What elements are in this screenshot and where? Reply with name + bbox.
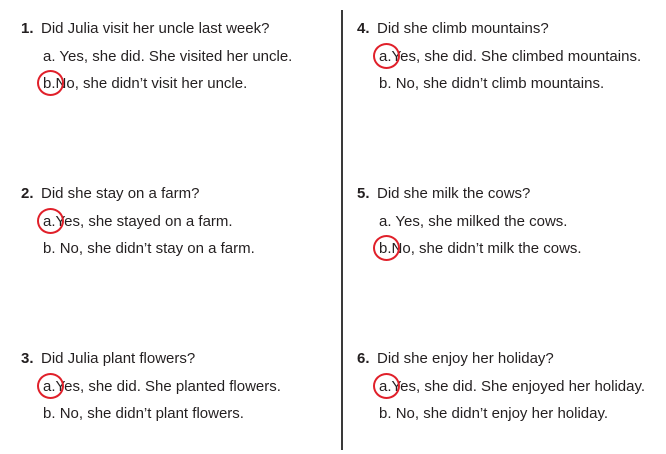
question-text: Did Julia visit her uncle last week?: [41, 20, 270, 37]
question-6: [357, 350, 666, 430]
question-text: Did she stay on a farm?: [41, 185, 200, 202]
option-text: Yes, she did. She visited her uncle.: [59, 48, 293, 65]
option-letter-text: b.: [379, 240, 392, 257]
option-letter-text: a.: [43, 48, 56, 65]
option-letter-text: a.: [43, 378, 56, 395]
option-letter: [43, 213, 56, 231]
option-text: No, she didn’t stay on a farm.: [59, 240, 255, 257]
question-line: [357, 350, 554, 368]
option-a[interactable]: [379, 213, 567, 231]
option-letter: [43, 48, 56, 66]
question-1: [21, 20, 341, 100]
option-text: Yes, she did. She enjoyed her holiday.: [391, 378, 646, 395]
question-2: [21, 185, 341, 265]
option-letter-text: b.: [379, 405, 392, 422]
option-b[interactable]: [43, 405, 244, 423]
question-text: Did she climb mountains?: [377, 20, 549, 37]
option-text: Yes, she stayed on a farm.: [55, 213, 233, 230]
option-letter: [43, 75, 56, 93]
option-b[interactable]: [43, 240, 255, 258]
option-letter: [379, 378, 392, 396]
option-letter: [379, 75, 392, 93]
question-number: 3.: [21, 350, 34, 367]
option-letter-text: a.: [379, 48, 392, 65]
question-4: [357, 20, 666, 100]
option-a[interactable]: [43, 48, 292, 66]
column-divider: [341, 10, 343, 450]
question-number: 5.: [357, 185, 370, 202]
option-letter: [379, 405, 392, 423]
option-a[interactable]: [43, 213, 233, 231]
option-letter: [379, 213, 392, 231]
question-line: [21, 350, 195, 368]
option-letter-text: a.: [379, 378, 392, 395]
question-text: Did Julia plant flowers?: [41, 350, 196, 367]
option-text: No, she didn’t milk the cows.: [391, 240, 582, 257]
option-a[interactable]: [379, 378, 645, 396]
option-letter-text: b.: [379, 75, 392, 92]
option-letter-text: a.: [379, 213, 392, 230]
option-text: No, she didn’t enjoy her holiday.: [395, 405, 609, 422]
question-number: 6.: [357, 350, 370, 367]
question-3: [21, 350, 341, 430]
option-letter: [43, 378, 56, 396]
option-b[interactable]: [379, 240, 582, 258]
question-text: Did she enjoy her holiday?: [377, 350, 554, 367]
question-number: 2.: [21, 185, 34, 202]
question-line: [21, 20, 269, 38]
question-5: [357, 185, 666, 265]
option-letter: [43, 240, 56, 258]
question-number: 1.: [21, 20, 34, 37]
option-letter: [379, 240, 392, 258]
option-text: Yes, she did. She climbed mountains.: [391, 48, 642, 65]
option-text: Yes, she did. She planted flowers.: [55, 378, 281, 395]
option-letter-text: b.: [43, 75, 56, 92]
option-a[interactable]: [379, 48, 641, 66]
option-letter-text: a.: [43, 213, 56, 230]
option-text: Yes, she milked the cows.: [395, 213, 568, 230]
option-text: No, she didn’t plant flowers.: [59, 405, 244, 422]
option-text: No, she didn’t visit her uncle.: [55, 75, 248, 92]
option-letter-text: b.: [43, 405, 56, 422]
option-b[interactable]: [379, 75, 604, 93]
option-b[interactable]: [379, 405, 608, 423]
option-a[interactable]: [43, 378, 281, 396]
option-b[interactable]: [43, 75, 247, 93]
question-line: [357, 20, 549, 38]
question-line: [357, 185, 530, 203]
question-number: 4.: [357, 20, 370, 37]
option-letter: [379, 48, 392, 66]
question-text: Did she milk the cows?: [377, 185, 531, 202]
question-line: [21, 185, 199, 203]
option-text: No, she didn’t climb mountains.: [395, 75, 605, 92]
option-letter-text: b.: [43, 240, 56, 257]
option-letter: [43, 405, 56, 423]
